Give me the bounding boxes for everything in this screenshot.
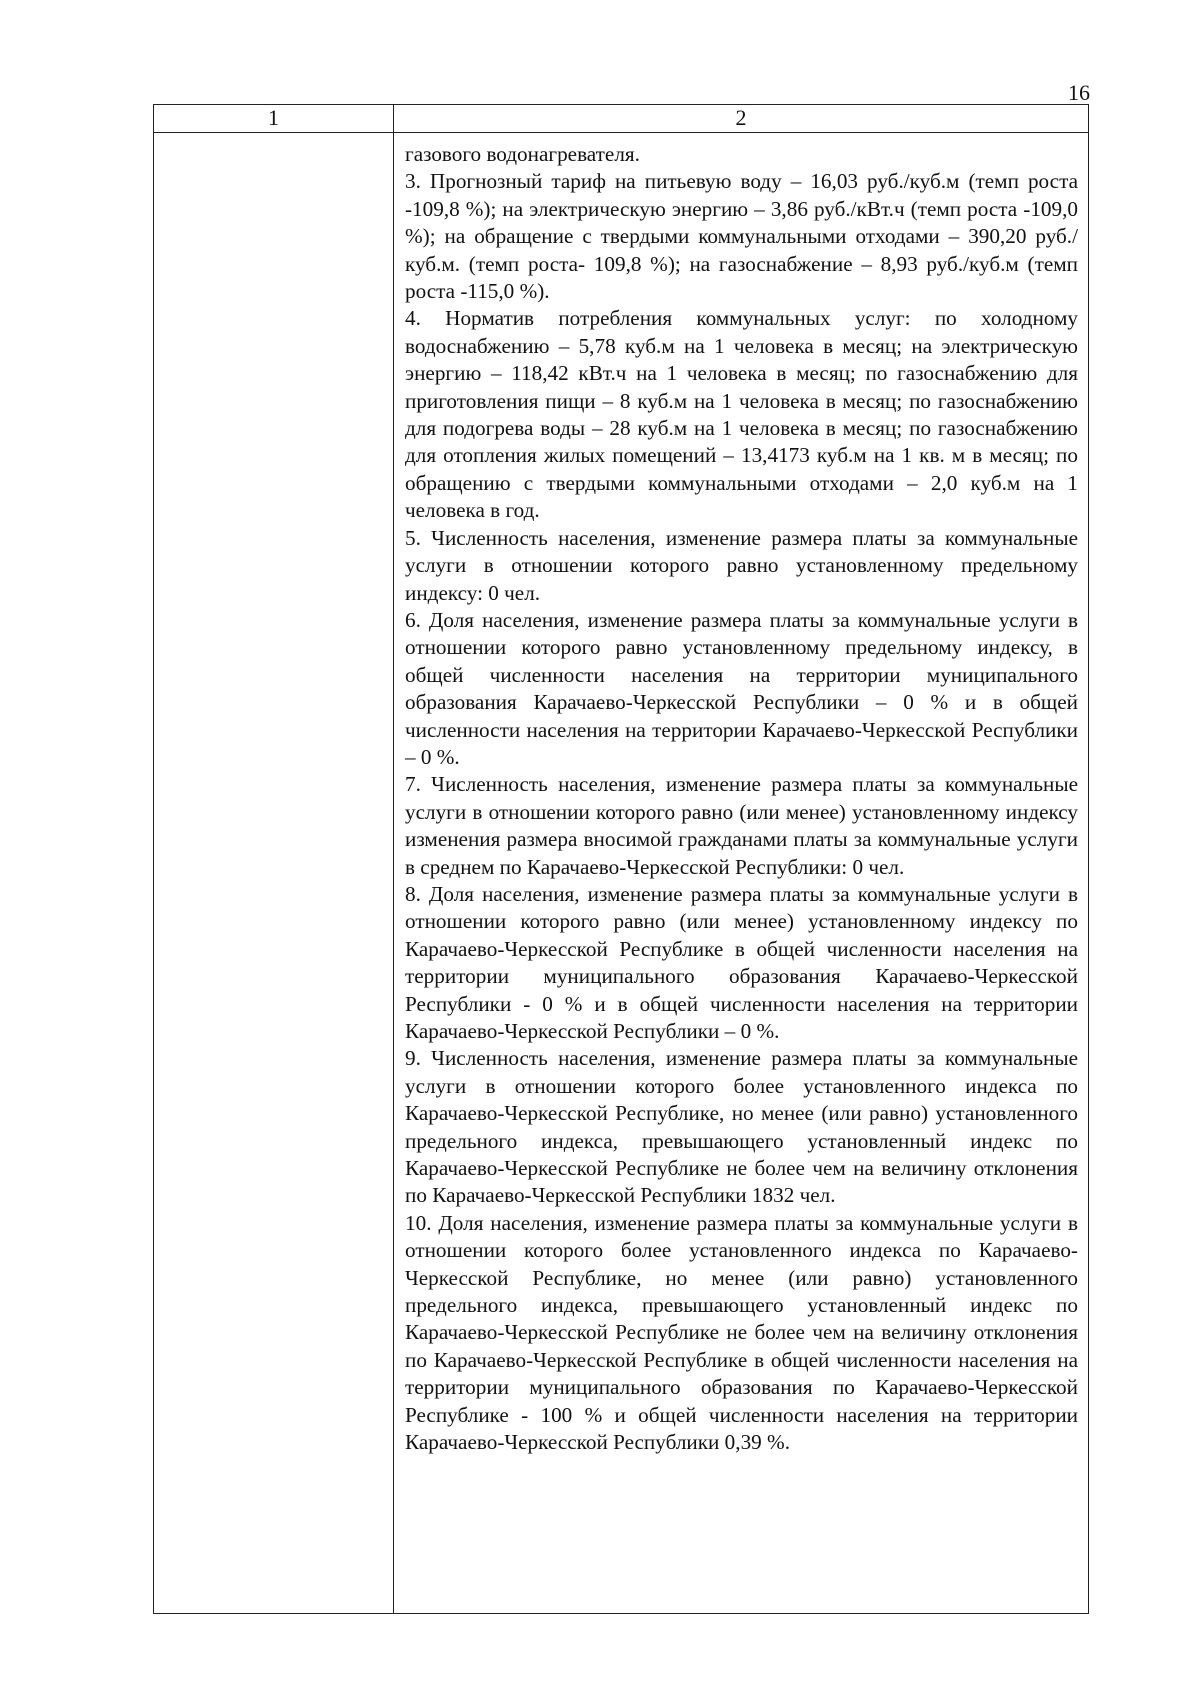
paragraph-9-population-count: 9. Численность населения, изменение размера платы за коммунальные услуги в отношении которого более установленного индекса по Карачаево-Черкесской Республике, но менее (или равно) установленного предельного индекса, превышающего установленный индекс по Карачаево-Черкесской Республике не более чем на величину отклонения по Карачаево-Черкесской Республики 1832 чел. bbox=[405, 1046, 1078, 1208]
column-2-cell bbox=[394, 133, 1089, 1614]
table-row bbox=[154, 133, 1089, 1614]
cell-content bbox=[394, 133, 1088, 1457]
column-1-header: 1 bbox=[154, 105, 394, 133]
paragraph-7-population-count: 7. Численность населения, изменение размера платы за коммунальные услуги в отношении которого равно (или менее) установленному индексу изменения размера вносимой гражданами платы за коммунальные услуги в среднем по Карачаево-Черкесской Республики: 0 чел. bbox=[405, 772, 1078, 879]
paragraph-8-population-share: 8. Доля населения, изменение размера платы за коммунальные услуги в отношении которого равно (или менее) установленному индексу по Карачаево-Черкесской Республике в общей численности населения на территории муниципального образования Карачаево-Черкесской Республики - 0 % и в общей численности населения на территории Карачаево-Черкесской Республики – 0 %. bbox=[405, 881, 1078, 1043]
paragraph-6-population-share: 6. Доля населения, изменение размера платы за коммунальные услуги в отношении которого равно установленному предельному индексу, в общей численности населения на территории муниципального образования Карачаево-Черкесской Республики – 0 % и в общей численности населения на территории Карачаево-Черкесской Республики – 0 %. bbox=[405, 607, 1078, 769]
column-1-cell bbox=[154, 133, 394, 1614]
paragraph-4-consumption-norms: 4. Норматив потребления коммунальных услуг: по холодному водоснабжению – 5,78 куб.м на 1 человека в месяц; на электрическую энергию – 118,42 кВт.ч на 1 человека в месяц; по газоснабжению для приготовления пищи – 8 куб.м на 1 человека в месяц; по газоснабжению для подогрева воды – 28 куб.м на 1 человека в месяц; по газоснабжению для отопления жилых помещений – 13,4173 куб.м на 1 кв. м в месяц; по обращению с твердыми коммунальными отходами – 2,0 куб.м на 1 человека в год. bbox=[405, 306, 1078, 523]
paragraph-5-population-count: 5. Численность населения, изменение размера платы за коммунальные услуги в отношении которого равно установленному предельному индексу: 0 чел. bbox=[405, 525, 1078, 605]
document-table bbox=[153, 104, 1089, 1614]
paragraph-10-population-share: 10. Доля населения, изменение размера платы за коммунальные услуги в отношении которого более установленного индекса по Карачаево-Черкесской Республике, но менее (или равно) установленного предельного индекса, превышающего установленный индекс по Карачаево-Черкесской Республике не более чем на величину отклонения по Карачаево-Черкесской Республике в общей численности населения на территории муниципального образования по Карачаево-Черкесской Республике - 100 % и общей численности населения на территории Карачаево-Черкесской Республики 0,39 %. bbox=[405, 1210, 1078, 1455]
table-header-row bbox=[154, 105, 1089, 133]
page-number: 16 bbox=[1068, 80, 1090, 105]
paragraph-3-tariffs: 3. Прогнозный тариф на питьевую воду – 16,03 руб./куб.м (темп роста -109,8 %); на электрическую энергию – 3,86 руб./кВт.ч (темп роста -109,0 %); на обращение с твердыми коммунальными отходами – 390,20 руб./куб.м. (темп роста- 109,8 %); на газоснабжение – 8,93 руб./куб.м (темп роста -115,0 %). bbox=[405, 169, 1078, 304]
paragraph-water-heater: газового водонагревателя. bbox=[405, 142, 640, 166]
column-2-header: 2 bbox=[394, 105, 1089, 133]
